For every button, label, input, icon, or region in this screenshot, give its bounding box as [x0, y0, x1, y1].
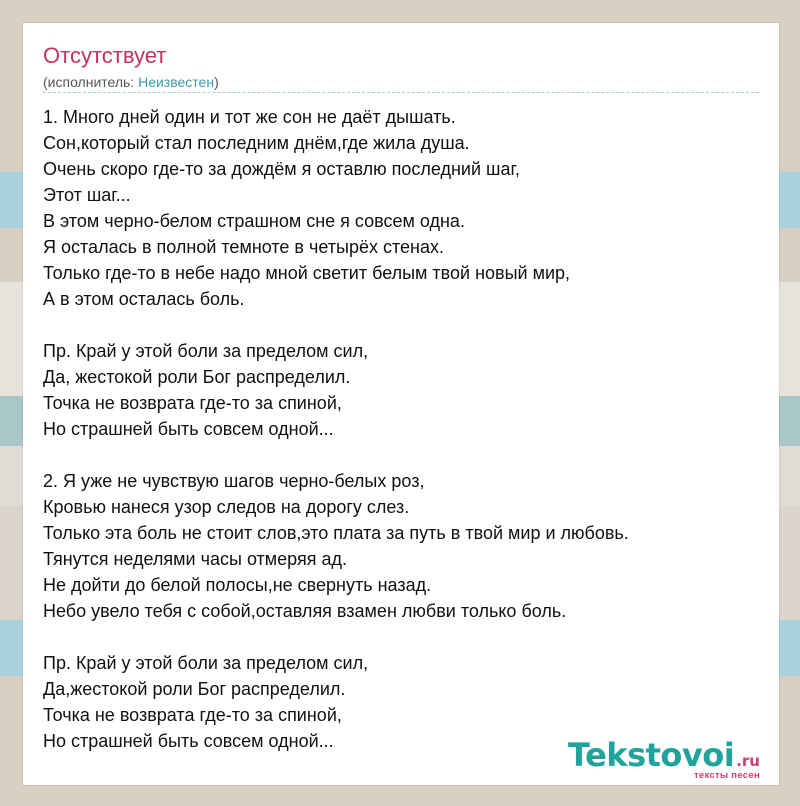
stanza-break: [43, 624, 759, 650]
lyric-line: Но страшней быть совсем одной...: [43, 731, 334, 751]
lyric-line: Я осталась в полной темноте в четырёх стенах.: [43, 237, 444, 257]
lyrics-text: [43, 104, 759, 754]
lyric-line: Да, жестокой роли Бог распределил.: [43, 367, 351, 387]
lyric-line: Но страшней быть совсем одной...: [43, 419, 334, 439]
lyric-line: Очень скоро где-то за дождём я оставлю последний шаг,: [43, 159, 520, 179]
artist-prefix: (исполнитель:: [43, 74, 139, 90]
lyric-line: Небо увело тебя с собой,оставляя взамен любви только боль.: [43, 601, 567, 621]
lyric-line: Не дойти до белой полосы,не свернуть назад.: [43, 575, 432, 595]
stanza-break: [43, 442, 759, 468]
lyric-line: Кровью нанеся узор следов на дорогу слез.: [43, 497, 410, 517]
lyric-line: 1. Много дней один и тот же сон не даёт дышать.: [43, 107, 456, 127]
site-logo[interactable]: [568, 738, 778, 786]
lyric-line: Тянутся неделями часы отмеряя ад.: [43, 549, 348, 569]
title-divider: [43, 92, 759, 93]
lyric-line: А в этом осталась боль.: [43, 289, 245, 309]
lyric-line: 2. Я уже не чувствую шагов черно-белых роз,: [43, 471, 425, 491]
logo-tld: .ru: [736, 752, 760, 770]
lyric-line: Только где-то в небе надо мной светит белым твой новый мир,: [43, 263, 571, 283]
lyric-line: Пр. Край у этой боли за пределом сил,: [43, 341, 369, 361]
lyric-line: Сон,который стал последним днём,где жила душа.: [43, 133, 470, 153]
lyric-line: Пр. Край у этой боли за пределом сил,: [43, 653, 369, 673]
lyric-line: Этот шаг...: [43, 185, 131, 205]
logo-tagline: тексты песен: [693, 770, 760, 781]
artist-line: [43, 74, 219, 90]
lyric-line: Точка не возврата где-то за спиной,: [43, 705, 342, 725]
stanza-break: [43, 312, 759, 338]
lyrics-card: [23, 23, 779, 785]
artist-link[interactable]: Неизвестен: [138, 74, 215, 90]
lyric-line: Только эта боль не стоит слов,это плата за путь в твой мир и любовь.: [43, 523, 629, 543]
lyric-line: Точка не возврата где-то за спиной,: [43, 393, 342, 413]
lyric-line: В этом черно-белом страшном сне я совсем одна.: [43, 211, 465, 231]
artist-suffix: ): [214, 74, 219, 90]
song-title: Отсутствует: [43, 43, 167, 68]
lyric-line: Да,жестокой роли Бог распределил.: [43, 679, 346, 699]
logo-name: Tekstovoi: [568, 736, 735, 774]
